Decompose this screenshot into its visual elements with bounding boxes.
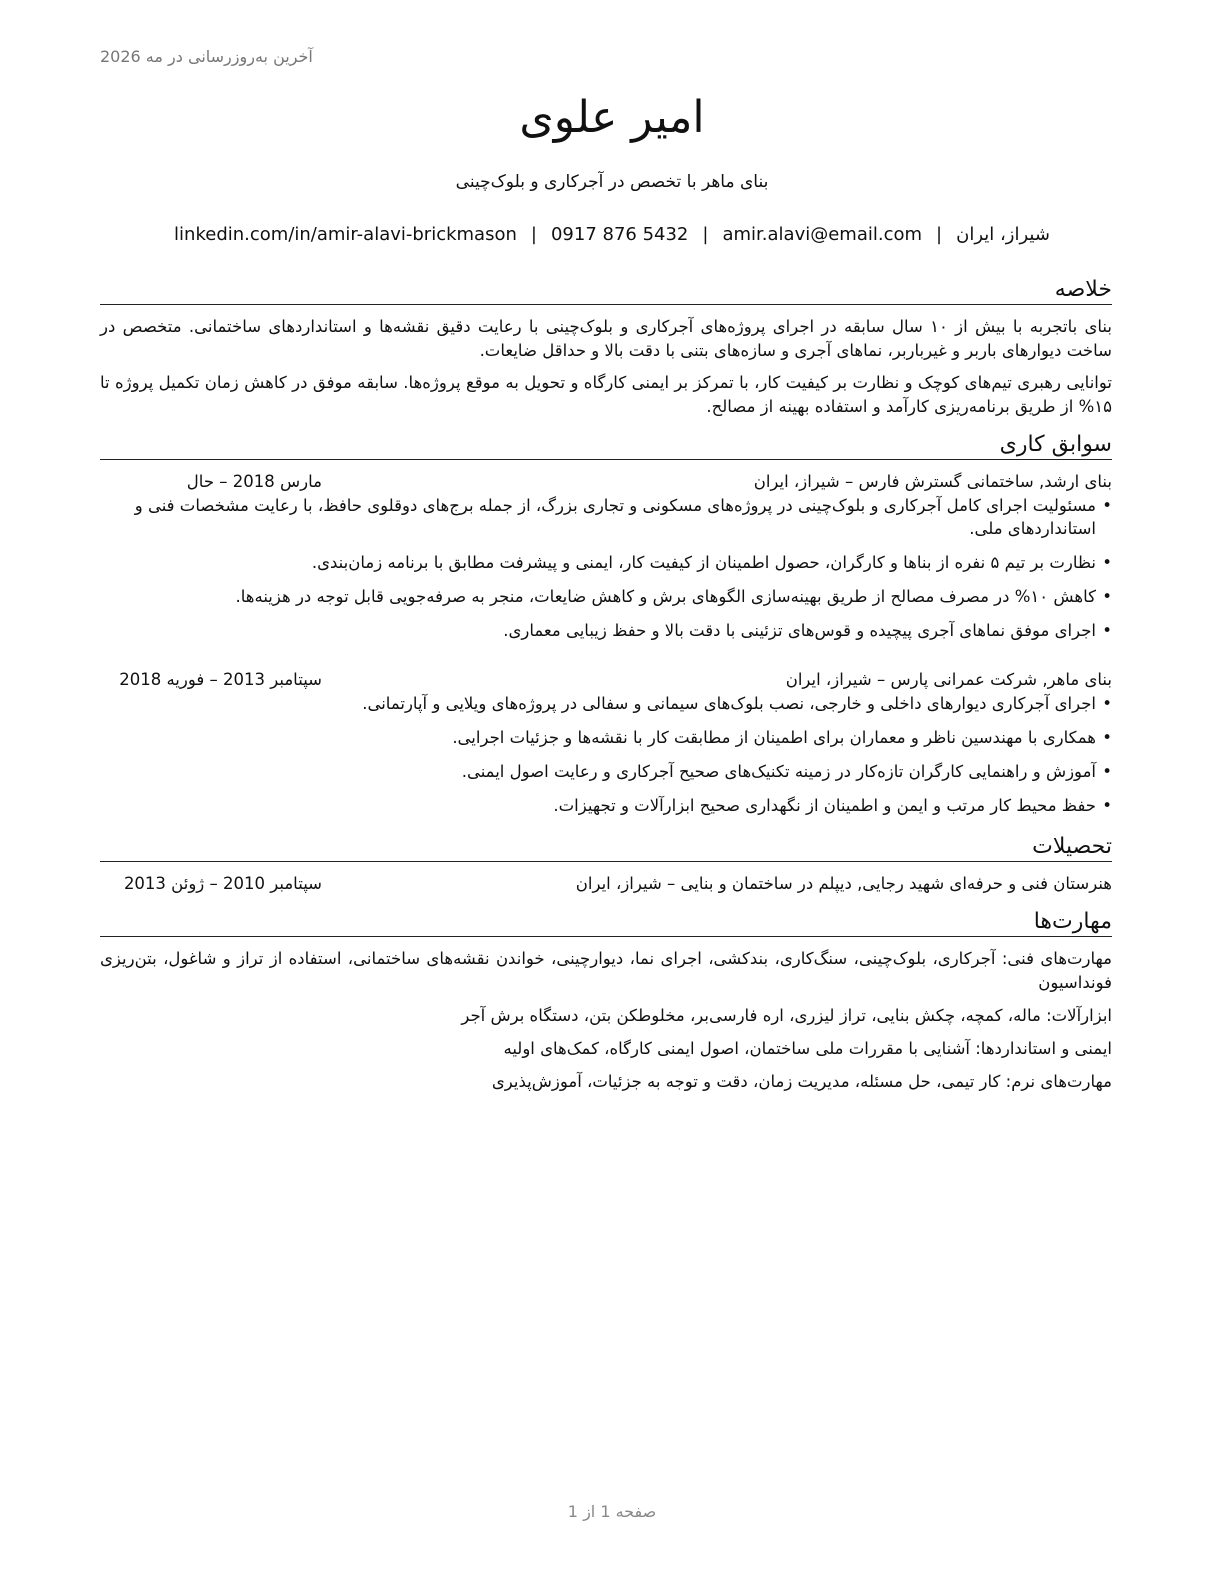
summary-paragraph: بنای باتجربه با بیش از ۱۰ سال سابقه در اجرای پروژه‌های آجرکاری و بلوک‌چینی با رعایت دقیق نقشه‌ها و استانداردهای ساختمانی. متخصص در ساخت دیوارهای باربر و غیرباربر، نماهای آجری و سازه‌های بتنی با دقت بالا و حداقل ضایعات.	[100, 317, 1112, 360]
contact-phone: 0917 876 5432	[550, 224, 689, 245]
summary-paragraph: توانایی رهبری تیم‌های کوچک و نظارت بر کیفیت کار، با تمرکز بر ایمنی کارگاه و تحویل به موقع پروژه‌ها. سابقه موفق در کاهش زمان تکمیل پروژه تا ۱۵% از طریق برنامه‌ریزی کارآمد و استفاده بهینه از مصالح.	[100, 373, 1112, 416]
skills-line: مهارت‌های فنی: آجرکاری، بلوک‌چینی، سنگ‌کاری، بندکشی، اجرای نما، دیوارچینی، خواندن نقشه‌های ساختمانی، استفاده از تراز و شاغول، بتن‌ریزی فونداسیون	[100, 949, 1112, 992]
contact-separator: |	[936, 224, 943, 245]
job-bullet: • اجرای موفق نماهای آجری پیچیده و قوس‌های تزئینی با دقت بالا و حفظ زیبایی معماری.	[100, 619, 1112, 642]
skills-line: ایمنی و استانداردها: آشنایی با مقررات ملی ساختمان، اصول ایمنی کارگاه، کمک‌های اولیه	[503, 1039, 1112, 1058]
resume-content	[100, 276, 1112, 1103]
page-number-footer: صفحه 1 از 1	[567, 1502, 657, 1521]
job-entry	[100, 668, 1112, 817]
job-dates: مارس 2018 – حال	[186, 472, 322, 491]
contact-separator: |	[702, 224, 709, 245]
job-header	[100, 668, 1112, 692]
person-name: امیر علوی	[519, 92, 705, 143]
experience-heading: سوابق کاری	[100, 431, 1112, 460]
job-title-company: بنای ارشد, ساختمانی گسترش فارس – شیراز، ایران	[753, 472, 1112, 491]
job-bullet: • کاهش ۱۰% در مصرف مصالح از طریق بهینه‌سازی الگوهای برش و کاهش ضایعات، منجر به صرفه‌جویی قابل توجه در هزینه‌ها.	[100, 585, 1112, 608]
skills-heading: مهارت‌ها	[100, 908, 1112, 937]
job-bullet: • آموزش و راهنمایی کارگران تازه‌کار در زمینه تکنیک‌های صحیح آجرکاری و رعایت اصول ایمنی.	[100, 760, 1112, 783]
job-bullets	[100, 692, 1112, 817]
summary-heading: خلاصه	[100, 276, 1112, 305]
education-dates: سپتامبر 2010 – ژوئن 2013	[123, 874, 322, 893]
job-bullet: • حفظ محیط کار مرتب و ایمن و اطمینان از نگهداری صحیح ابزارآلات و تجهیزات.	[100, 794, 1112, 817]
job-bullets	[100, 494, 1112, 642]
job-bullet: • اجرای آجرکاری دیوارهای داخلی و خارجی، نصب بلوک‌های سیمانی و سفالی در پروژه‌های ویلایی و آپارتمانی.	[100, 692, 1112, 715]
job-bullet: • نظارت بر تیم ۵ نفره از بناها و کارگران، حصول اطمینان از کیفیت کار، ایمنی و پیشرفت مطابق با برنامه زمان‌بندی.	[100, 551, 1112, 574]
contact-separator: |	[530, 224, 537, 245]
job-header	[100, 470, 1112, 494]
skills-line: مهارت‌های نرم: کار تیمی، حل مسئله، مدیریت زمان، دقت و توجه به جزئیات، آموزش‌پذیری	[491, 1072, 1112, 1091]
last-updated-note: آخرین به‌روزرسانی در مه 2026	[100, 47, 313, 66]
job-entry	[100, 470, 1112, 642]
education-section	[100, 833, 1112, 896]
contact-email-link[interactable]: amir.alavi@email.com	[722, 224, 923, 245]
education-heading: تحصیلات	[100, 833, 1112, 862]
skills-section	[100, 908, 1112, 1094]
skills-line: ابزارآلات: ماله، کمچه، چکش بنایی، تراز لیزری، اره فارسی‌بر، مخلوطکن بتن، دستگاه برش آجر	[461, 1006, 1112, 1025]
contact-linkedin-link[interactable]: linkedin.com/in/amir-alavi-brickmason	[174, 224, 517, 245]
job-dates: سپتامبر 2013 – فوریه 2018	[119, 670, 322, 689]
contact-location: شیراز، ایران	[956, 224, 1050, 245]
experience-section	[100, 431, 1112, 817]
contact-line	[100, 224, 1124, 245]
professional-tagline: بنای ماهر با تخصص در آجرکاری و بلوک‌چینی	[455, 172, 769, 192]
job-bullet: • همکاری با مهندسین ناظر و معماران برای اطمینان از مطابقت کار با نقشه‌ها و جزئیات اجرایی.	[100, 726, 1112, 749]
education-entry	[100, 872, 1112, 896]
education-institution-degree: هنرستان فنی و حرفه‌ای شهید رجایی, دیپلم در ساختمان و بنایی – شیراز، ایران	[575, 874, 1112, 893]
job-title-company: بنای ماهر, شرکت عمرانی پارس – شیراز، ایران	[785, 670, 1112, 689]
job-bullet: • مسئولیت اجرای کامل آجرکاری و بلوک‌چینی در پروژه‌های مسکونی و تجاری بزرگ، از جمله برج‌های دوقلوی حافظ، با رعایت مشخصات فنی و استانداردهای ملی.	[100, 494, 1112, 540]
summary-section	[100, 276, 1112, 419]
